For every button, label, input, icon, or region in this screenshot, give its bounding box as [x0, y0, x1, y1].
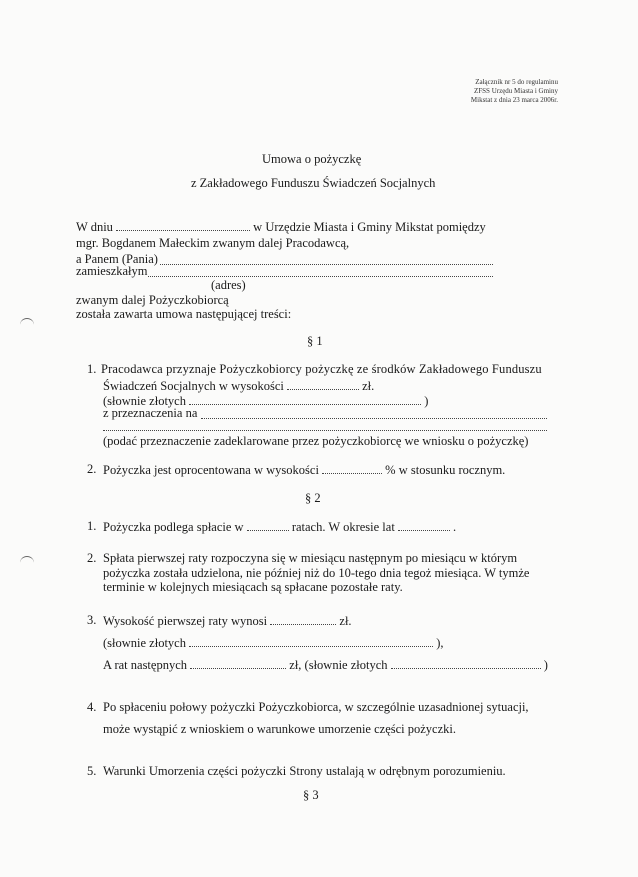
next-rates-words-blank[interactable]: [391, 657, 541, 669]
scan-mark: [20, 318, 34, 325]
s2-installments-mid: ratach. W okresie lat: [291, 520, 395, 534]
s1-purpose-hint: (podać przeznaczenie zadeklarowane przez pożyczkobiorcę we wniosku o pożyczkę): [103, 434, 529, 448]
years-blank[interactable]: [398, 519, 450, 531]
s1-purpose-label: z przeznaczenia na: [103, 406, 198, 420]
s2-installments-end: .: [453, 520, 457, 534]
loan-amount-blank[interactable]: [287, 378, 359, 390]
date-blank[interactable]: [116, 219, 250, 231]
purpose-blank-2[interactable]: [103, 430, 547, 431]
s1-item2-text: [103, 462, 505, 478]
note-line: Załącznik nr 5 do regulaminu: [475, 78, 558, 86]
s1-item2-number: 2.: [87, 462, 97, 476]
s2-next-prefix: A rat następnych: [103, 658, 188, 672]
s2-item1-number: 1.: [87, 519, 97, 533]
s2-item2-line1: Spłata pierwszej raty rozpoczyna się w miesiącu następnym po miesiącu w którym: [103, 551, 518, 565]
s2-words-prefix: (słownie złotych: [103, 636, 186, 650]
s2-next-mid: zł, (słownie złotych: [289, 658, 388, 672]
intro-day-suffix: w Urzędzie Miasta i Gminy Mikstat pomiędzy: [253, 220, 486, 234]
s1-item1-line2: [103, 378, 374, 394]
note-line: Mikstat z dnia 23 marca 2006r.: [470, 96, 558, 104]
next-rates-blank[interactable]: [190, 657, 286, 669]
s2-item4-line2: może wystąpić z wnioskiem o warunkowe umorzenie części pożyczki.: [103, 722, 456, 736]
intro-day-line: [76, 219, 486, 235]
s1-item1-purpose: [103, 406, 197, 421]
s2-item2-number: 2.: [87, 551, 97, 565]
attachment-note: [471, 78, 558, 105]
installments-count-blank[interactable]: [247, 519, 289, 531]
s2-first-rate-prefix: Wysokość pierwszej raty wynosi: [103, 614, 268, 628]
s1-item1-number: 1.: [87, 362, 97, 376]
purpose-blank[interactable]: [201, 418, 547, 419]
residence-blank[interactable]: [148, 276, 493, 277]
intro-borrower-label: a Panem (Pania): [76, 252, 158, 266]
s1-amount-prefix: Świadczeń Socjalnych w wysokości: [103, 379, 284, 393]
s2-item5-number: 5.: [87, 764, 97, 778]
intro-borrower-alias: zwanym dalej Pożyczkobiorcą: [76, 293, 229, 307]
intro-day-prefix: W dniu: [76, 220, 113, 234]
s2-item2-line2: pożyczka została udzielona, nie później niż do 10-tego dnia tegoż miesiąca. W tymże: [103, 566, 530, 580]
document-title: Umowa o pożyczkę: [262, 152, 362, 166]
s2-item3-words: [103, 635, 444, 651]
s1-amount-suffix: zł.: [362, 379, 375, 393]
intro-residence-label: zamieszkałym: [76, 264, 148, 278]
s2-item3-next-rates: [103, 657, 548, 673]
borrower-name-blank[interactable]: [160, 264, 493, 265]
section-1-heading: § 1: [307, 334, 323, 348]
section-3-heading: § 3: [303, 788, 319, 802]
first-rate-words-blank[interactable]: [189, 635, 433, 647]
s2-item4-line1: Po spłaceniu połowy pożyczki Pożyczkobiorca, w szczególnie uzasadnionej sytuacji,: [103, 700, 529, 714]
address-hint: (adres): [211, 278, 246, 292]
section-2-heading: § 2: [305, 491, 321, 505]
s2-item5-text: Warunki Umorzenia części pożyczki Strony ustalają w odrębnym porozumieniu.: [103, 764, 506, 778]
loan-amount-words-blank[interactable]: [189, 393, 421, 405]
s1-interest-suffix: % w stosunku rocznym.: [385, 463, 506, 477]
first-rate-blank[interactable]: [270, 613, 336, 625]
s2-first-rate-suffix: zł.: [339, 614, 352, 628]
s1-item1-line1: Pracodawca przyznaje Pożyczkobiorcy pożyczkę ze środków Zakładowego Funduszu: [101, 362, 542, 376]
scan-mark: [20, 556, 34, 563]
s2-item1-text: [103, 519, 456, 535]
s2-item3-number: 3.: [87, 613, 97, 627]
s2-words-suffix: ),: [436, 636, 444, 650]
s2-item3-first-rate: [103, 613, 352, 629]
document-subtitle: z Zakładowego Funduszu Świadczeń Socjalnych: [191, 176, 436, 190]
s2-next-end: ): [543, 658, 548, 672]
interest-rate-blank[interactable]: [322, 462, 382, 474]
s2-item4-number: 4.: [87, 700, 97, 714]
s2-item2-line3: terminie w kolejnych miesiącach są spłacane pozostałe raty.: [103, 580, 403, 594]
s1-interest-prefix: Pożyczka jest oprocentowana w wysokości: [103, 463, 319, 477]
intro-contract: została zawarta umowa następującej treści:: [76, 307, 292, 321]
s1-words-suffix: ): [424, 394, 429, 408]
s2-installments-prefix: Pożyczka podlega spłacie w: [103, 520, 244, 534]
intro-employer: mgr. Bogdanem Małeckim zwanym dalej Pracodawcą,: [76, 236, 350, 250]
note-line: ZFSS Urzędu Miasta i Gminy: [474, 87, 558, 95]
s1-words-prefix: (słownie złotych: [103, 394, 186, 408]
